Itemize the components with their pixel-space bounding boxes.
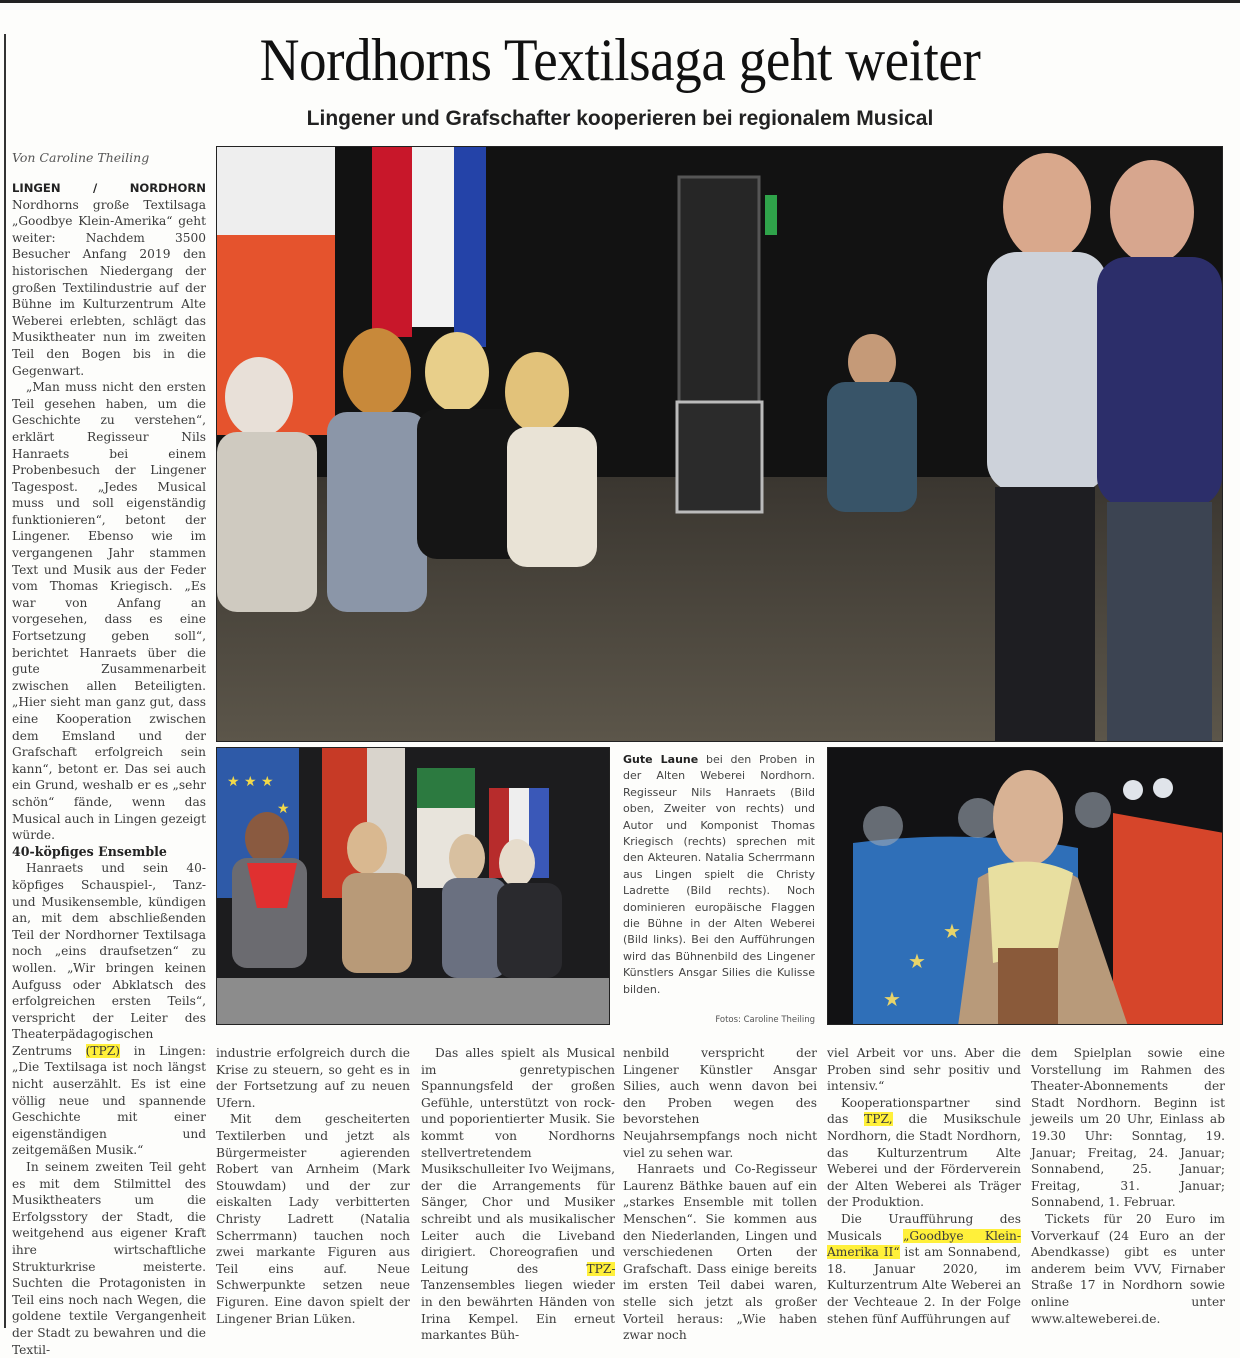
- article-column-6: [1031, 1045, 1225, 1327]
- byline: Von Caroline Theiling: [12, 150, 150, 165]
- person-legs: [995, 487, 1095, 742]
- flag-green: [417, 768, 475, 808]
- svg-text:★: ★: [908, 949, 926, 973]
- person-head: [499, 839, 535, 887]
- person-body: [1097, 257, 1222, 507]
- paragraph: Die Uraufführung des Musicals „Goodbye Klein-Amerika II“ ist am Sonnabend, 18. Januar 2020, im Kulturzentrum Alte Weberei an der Vechteaue 2. In der Folge stehen fünf Aufführungen auf: [827, 1211, 1021, 1326]
- flag-white-stripe-2: [412, 147, 454, 327]
- dateline: LINGEN / NORDHORN: [12, 181, 206, 195]
- flag-white-stripe: [217, 147, 335, 235]
- person-head: [1003, 153, 1091, 261]
- paragraph: industrie erfolgreich durch die Krise zu steuern, so geht es in der Fortsetzung auf zu neuen Ufern.: [216, 1046, 410, 1110]
- main-photo-image: [217, 147, 1223, 742]
- photo-credit: Fotos: Caroline Theiling: [715, 1015, 815, 1025]
- singer-photo: [827, 747, 1223, 1025]
- paragraph: Das alles spielt als Musical im genretypischen Spannungsfeld der großen Gefühle, unterstützt von rock- und poporientierter Musik. Sie kommt von Nordhorns stellvertretendem Musikschulleiter Ivo Weijmans, der die Arrangements für Sänger, Chor und Musiker schreibt und als musikalischer Leiter auch die Liveband dirigiert. Choreografien und Leitung des TPZ-Tanzensembles liegen wieder in den bewährten Händen von Irina Kempel. Ein erneut markantes Büh-: [421, 1046, 615, 1343]
- subheadline: Lingener und Grafschafter kooperieren bei regionalem Musical: [306, 107, 934, 130]
- person-head: [343, 328, 411, 416]
- person-body: [507, 427, 597, 567]
- article-column-4: [623, 1045, 817, 1344]
- paragraph: viel Arbeit vor uns. Aber die Proben sind sehr positiv und intensiv.“: [827, 1046, 1021, 1094]
- paragraph: „Man muss nicht den ersten Teil gesehen haben, um die Geschichte zu verstehen“, erklärt Regisseur Nils Hanraets bei einem Probenbesuch der Lingener Tagespost. „Jedes Musical muss und soll eigenständig funktionieren“, betont der Lingener. Ebenso wie im vergangenen Jahr stammen Text und Musik aus der Feder vom Thomas Kriegisch. „Es war von Anfang an vorgesehen, dass es eine Fortsetzung geben soll“, berichtet Hanraets über die gute Zusammenarbeit zwischen allen Beteiligten. „Hier sieht man ganz gut, dass eine Kooperation zwischen dem Emsland und der Grafschaft erfolgreich sein kann“, betont er. Das sei auch ein Grund, weshalb er es „sehr schön“ fände, wenn das Musical auch in Lingen gezeigt würde.: [12, 380, 206, 843]
- stage-floor: [217, 978, 610, 1025]
- svg-text:★ ★ ★: ★ ★ ★: [227, 774, 274, 790]
- person-head: [425, 332, 489, 412]
- ensemble-photo-image: [217, 748, 610, 1025]
- svg-text:★: ★: [277, 801, 290, 817]
- paragraph: In seinem zweiten Teil geht es mit dem Stilmittel des Musiktheaters um die Erfolgsstory der Stadt, die weitgehend aus eigener Kraft ihre wirtschaftliche Strukturkrise meisterte. Suchten die Protagonisten in Teil eins noch nach Wegen, die goldene textile Vergangenheit der Stadt zu bewahren und die Textil-: [12, 1160, 206, 1357]
- article-column-1: [12, 180, 206, 1358]
- left-column-rule: [4, 34, 6, 1328]
- top-rule: [0, 0, 1240, 3]
- person-legs: [1107, 502, 1212, 742]
- paragraph: Hanraets und Co-Regisseur Laurenz Bäthke bauen auf ein „starkes Ensemble mit tollen Menschen“. Sie kommen aus den Niederlanden, Lingen und verschiedenen Orten der Grafschaft. Dass einige bereits im ersten Teil dabei waren, stelle sich jetzt als großer Vorteil heraus: „Wie haben zwar noch: [623, 1162, 817, 1343]
- ensemble-photo: [216, 747, 610, 1025]
- paragraph: LINGEN / NORDHORN Nordhorns große Textilsaga „Goodbye Klein-Amerika“ geht weiter: Nachdem 3500 Besucher Anfang 2019 den historischen Niedergang der großen Textilindustrie auf der Bühne im Kulturzentrum Alte Weberei erlebten, schlägt das Musiktheater nun im zweiten Teil den Bogen bis in die Gegenwart.: [12, 181, 206, 378]
- flag-blue-stripe: [454, 147, 486, 347]
- stage-light: [1123, 780, 1143, 800]
- chair: [677, 402, 762, 512]
- stage-light: [958, 798, 998, 838]
- person-body: [497, 883, 562, 978]
- person-head: [449, 834, 485, 882]
- exit-sign: [765, 195, 777, 235]
- person-head: [505, 352, 569, 432]
- person-body: [217, 432, 317, 612]
- stage-light: [1075, 792, 1111, 828]
- person-body: [327, 412, 427, 612]
- main-photo: [216, 146, 1223, 742]
- article-column-2: [216, 1045, 410, 1327]
- person-head: [225, 357, 293, 437]
- person-head: [848, 334, 896, 390]
- paragraph: nenbild verspricht der Lingener Künstler Ansgar Silies, auch wenn davon bei den Proben wegen des bevorstehen Neujahrsempfangs noch nicht viel zu sehen war.: [623, 1046, 817, 1160]
- caption-lead: Gute Laune: [623, 753, 699, 766]
- paragraph: Mit dem gescheiterten Textilerben und jetzt als Bürgermeister agierenden Robert van Arnheim (Mark Stouwdam) und der zur eiskalten Lady verbitterten Christy Ladrett (Natalia Scherrmann) tauchen noch zwei markante Figuren aus Teil eins auf. Neue Schwerpunkte setzen neue Figuren. Eine davon spielt der Lingener Brian Lüken.: [216, 1112, 410, 1326]
- stage-light: [863, 806, 903, 846]
- person-head: [347, 822, 387, 874]
- photo-caption: Gute Laune bei den Proben in der Alten Weberei Nordhorn. Regisseur Nils Hanraets (Bild oben, Zweiter von rechts) und Autor und Komponist Thomas Kriegisch (rechts) sprechen mit den Akteuren. Natalia Scherrmann aus Lingen spielt die Christy Ladrette (Bild rechts). Noch dominieren europäische Flaggen die Bühne in der Alten Weberei (Bild links). Bei den Aufführungen wird das Bühnenbild des Lingener Künstlers Ansgar Silies die Kulisse bilden.: [623, 753, 815, 996]
- section-heading: 40-köpfiges Ensemble: [12, 843, 167, 859]
- singer-photo-image: [828, 748, 1223, 1025]
- person-body: [827, 382, 917, 512]
- paragraph: Hanraets und sein 40-köpfiges Schauspiel-, Tanz- und Musikensemble, kündigen an, mit dem abschließenden Teil der Nordhorner Textilsaga noch „eins draufsetzen“ zu wollen. „Wir bringen keinen Aufguss oder Abklatsch des erfolgreichen ersten Teils“, verspricht der Leiter des Theaterpädagogischen Zentrums (TPZ) in Lingen: „Die Textilsaga ist noch längst nicht auserzählt. Es ist eine völlig neue und spannende Geschichte mit einer eigenständigen und zeitgemäßen Musik.“: [12, 861, 206, 1158]
- article-column-3: [421, 1045, 615, 1344]
- singer-head: [993, 770, 1063, 866]
- headline: Nordhorns Textilsaga geht weiter: [259, 27, 981, 93]
- paragraph: dem Spielplan sowie eine Vorstellung im Rahmen des Theater-Abonnements der Stadt Nordhorn. Beginn ist jeweils um 20 Uhr, Einlass ab 19.30 Uhr: Sonntag, 19. Januar; Freitag, 24. Januar; Sonnabend, 25. Januar; Freitag, 31. Januar; Sonnabend, 1. Februar.: [1031, 1046, 1225, 1210]
- highlight-tpz: (TPZ): [85, 1043, 120, 1058]
- paragraph: Tickets für 20 Euro im Vorverkauf (24 Euro an der Abendkasse) gibt es unter anderem beim VVV, Firnaber Straße 17 in Nordhorn sowie online unter www.alteweberei.de.: [1031, 1211, 1225, 1326]
- highlight-title: „Goodbye Klein-Amerika II“: [827, 1228, 1021, 1260]
- article-column-5: [827, 1045, 1021, 1327]
- singer-top: [998, 948, 1058, 1025]
- red-flag: [1113, 813, 1223, 1025]
- flag-red-stripe-2: [372, 147, 412, 337]
- highlight-tpz: TPZ,: [864, 1112, 893, 1127]
- svg-text:★: ★: [883, 987, 901, 1011]
- person-body: [987, 252, 1107, 492]
- paragraph: Kooperationspartner sind das TPZ, die Musikschule Nordhorn, die Stadt Nordhorn, das Kulturzentrum Alte Weberei und der Förderverein der Alten Weberei als Träger der Produktion.: [827, 1095, 1021, 1210]
- svg-text:★: ★: [943, 919, 961, 943]
- person-head: [245, 812, 289, 864]
- person-head: [1110, 160, 1194, 264]
- highlight-tpz: TPZ-: [586, 1261, 615, 1276]
- stage-light: [1153, 778, 1173, 798]
- person-body: [342, 873, 412, 973]
